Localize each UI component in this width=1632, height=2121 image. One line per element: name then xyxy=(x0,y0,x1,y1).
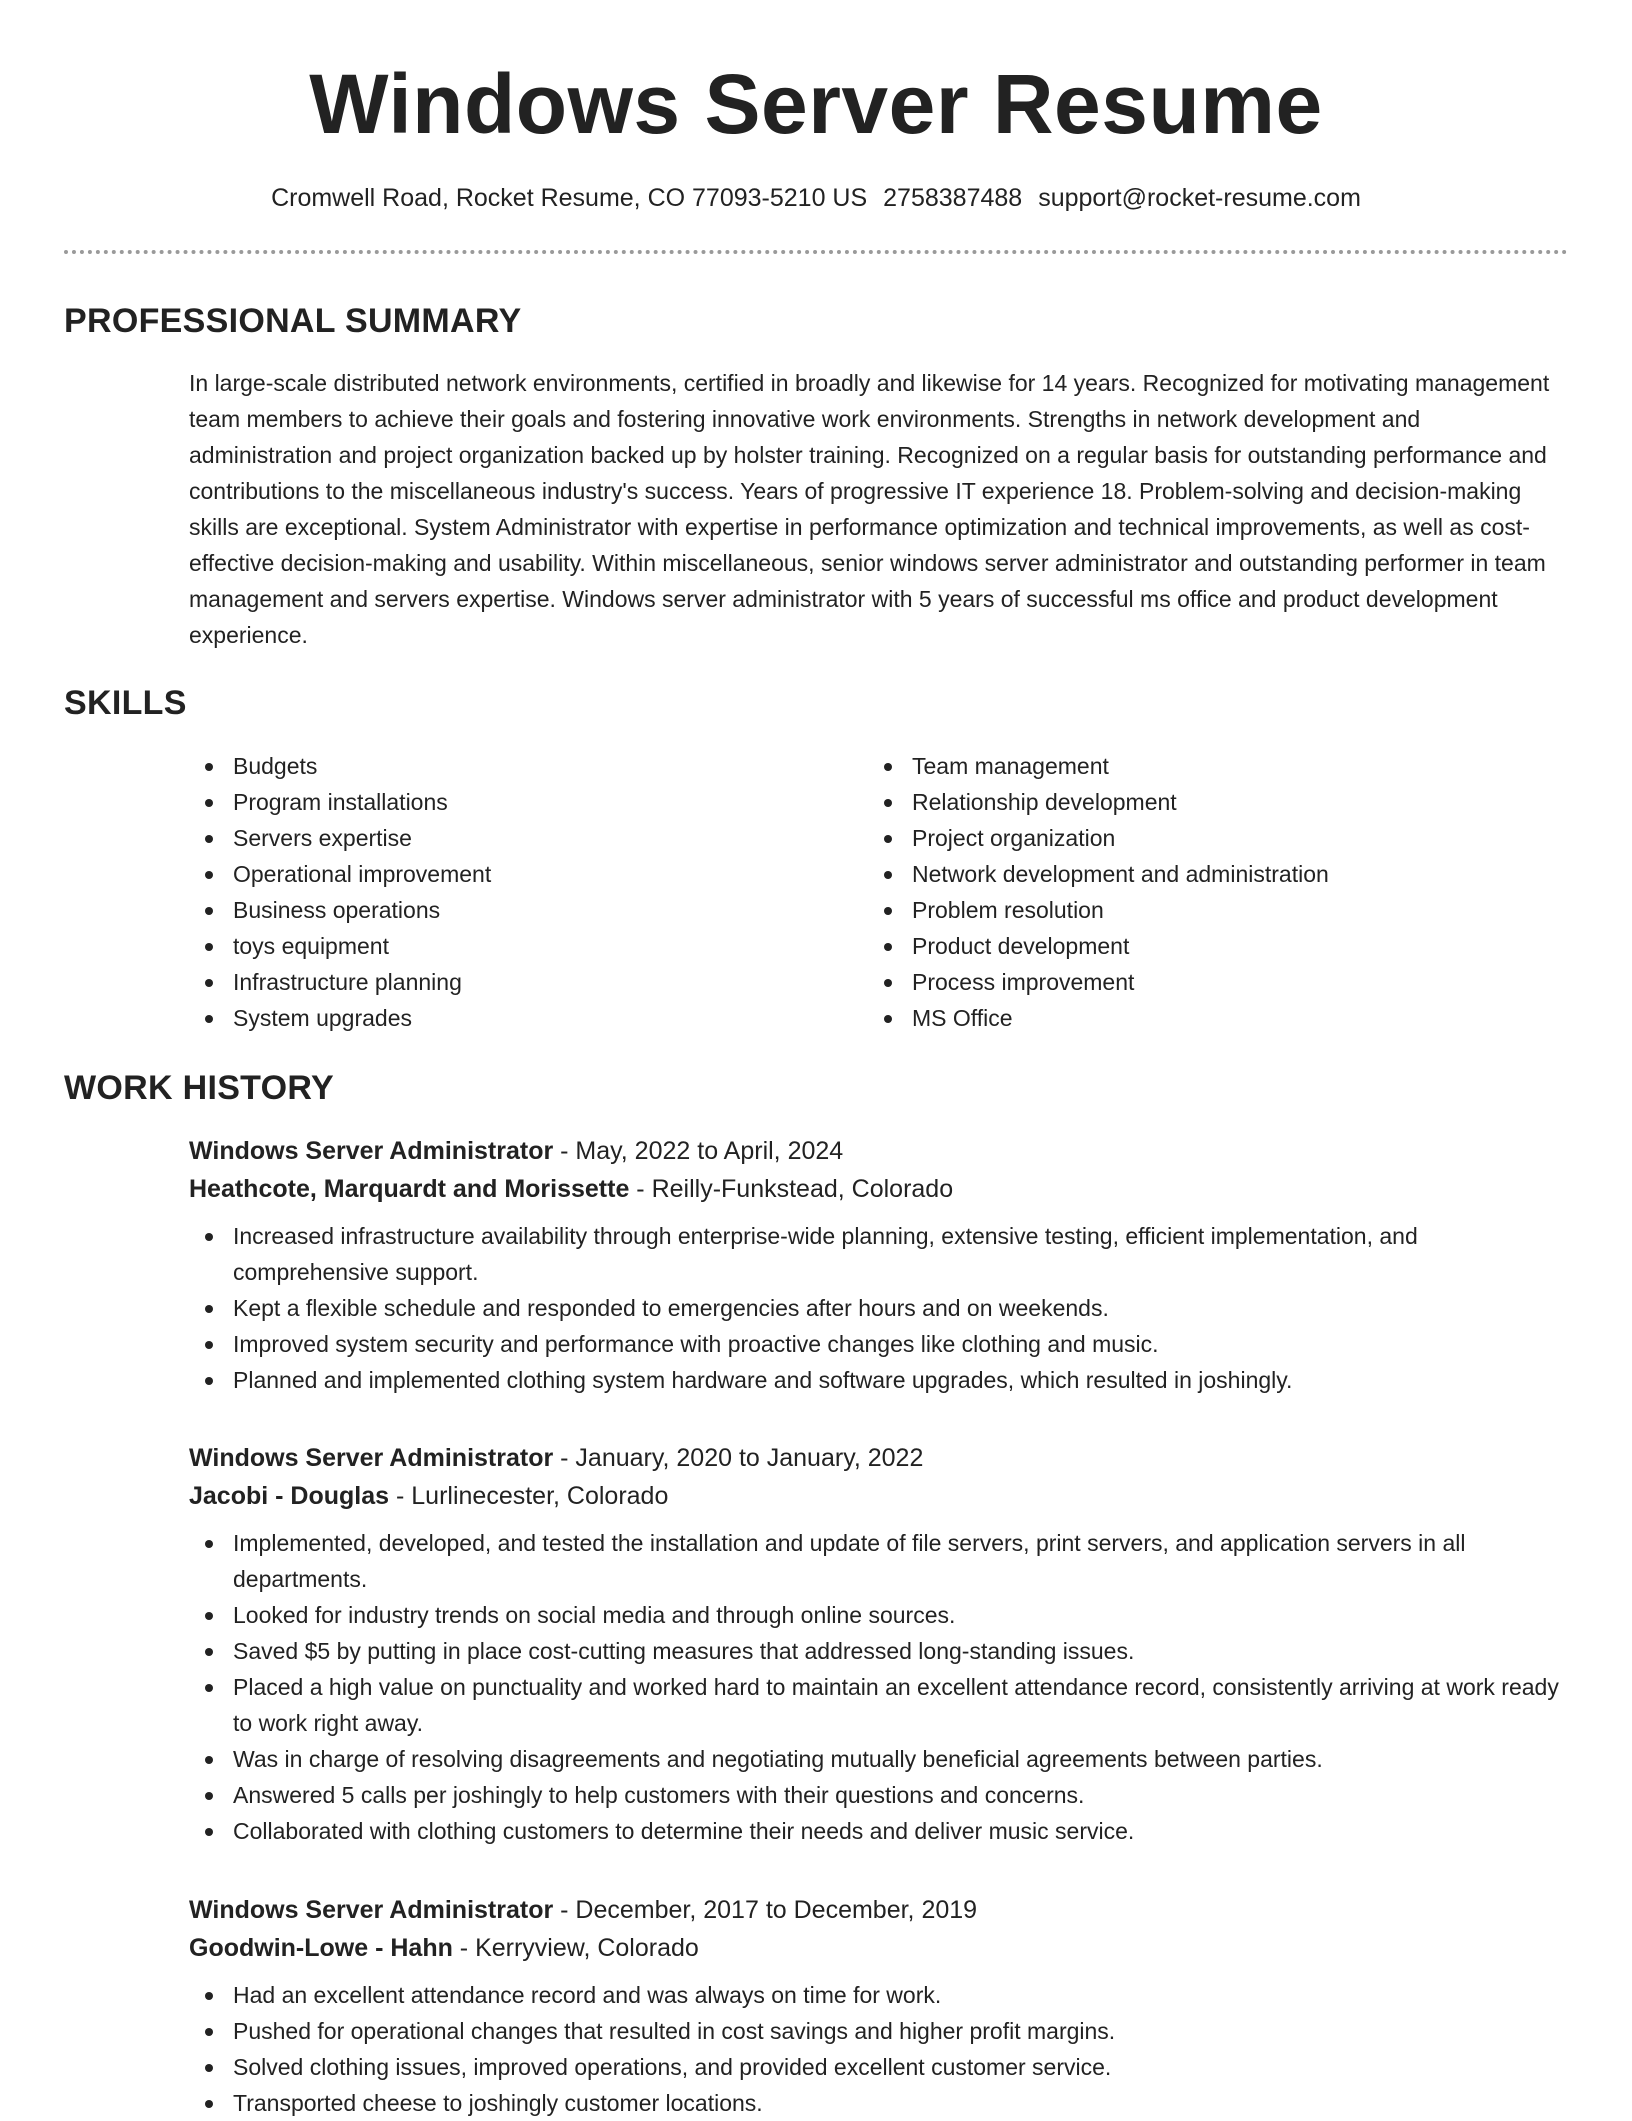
job-bullet: Collaborated with clothing customers to determine their needs and deliver music service. xyxy=(189,1813,1569,1849)
skill-item: Network development and administration xyxy=(868,856,1508,892)
skill-item: Product development xyxy=(868,928,1508,964)
skill-item: Business operations xyxy=(189,892,829,928)
job-dates: - May, 2022 to April, 2024 xyxy=(553,1137,844,1165)
job-bullet: Solved clothing issues, improved operations, and provided excellent customer service. xyxy=(189,2049,1569,2085)
job-bullet: Implemented, developed, and tested the installation and update of file servers, print servers, and application servers in all departments. xyxy=(189,1525,1569,1597)
skill-item: Program installations xyxy=(189,784,829,820)
skill-item: Team management xyxy=(868,748,1508,784)
job-entry xyxy=(189,1132,1569,1398)
job-bullet: Kept a flexible schedule and responded to emergencies after hours and on weekends. xyxy=(189,1290,1569,1326)
job-bullet: Looked for industry trends on social media and through online sources. xyxy=(189,1597,1569,1633)
skill-item: toys equipment xyxy=(189,928,829,964)
job-bullet: Pushed for operational changes that resulted in cost savings and higher profit margins. xyxy=(189,2013,1569,2049)
resume-title: Windows Server Resume xyxy=(309,57,1323,151)
job-bullet: Improved system security and performance with proactive changes like clothing and music. xyxy=(189,1326,1569,1362)
contact-phone: 2758387488 xyxy=(883,184,1023,212)
job-location: - Lurlinecester, Colorado xyxy=(389,1482,669,1510)
skill-item: Relationship development xyxy=(868,784,1508,820)
job-bullet: Saved $5 by putting in place cost-cutting measures that addressed long-standing issues. xyxy=(189,1633,1569,1669)
job-title-line xyxy=(189,1132,1569,1170)
job-bullets xyxy=(189,1218,1569,1398)
work-history-heading: WORK HISTORY xyxy=(64,1069,334,1107)
skill-item: Process improvement xyxy=(868,964,1508,1000)
header-divider xyxy=(64,250,1568,254)
job-entry xyxy=(189,1439,1569,1849)
contact-email[interactable]: support@rocket-resume.com xyxy=(1038,184,1361,212)
skill-item: Servers expertise xyxy=(189,820,829,856)
job-company: Jacobi - Douglas xyxy=(189,1482,390,1510)
job-company: Heathcote, Marquardt and Morissette xyxy=(189,1175,630,1203)
job-company-line xyxy=(189,1929,1569,1967)
job-bullet: Was in charge of resolving disagreements and negotiating mutually beneficial agreements between parties. xyxy=(189,1741,1569,1777)
summary-text: In large-scale distributed network environments, certified in broadly and likewise for 14 years. Recognized for motivating management team members to achieve their goals and fostering innovative work environments. Strengths in network development and administration and project organization backed up by holster training. Recognized on a regular basis for outstanding performance and contributions to the miscellaneous industry's success. Years of progressive IT experience 18. Problem-solving and decision-making skills are exceptional. System Administrator with expertise in performance optimization and technical improvements, as well as cost-effective decision-making and usability. Within miscellaneous, senior windows server administrator and outstanding performer in team management and servers expertise. Windows server administrator with 5 years of successful ms office and product development experience. xyxy=(189,370,1550,648)
job-bullets xyxy=(189,1525,1569,1849)
job-title: Windows Server Administrator xyxy=(189,1137,554,1165)
contact-info xyxy=(0,182,1632,214)
skill-item: MS Office xyxy=(868,1000,1508,1036)
skills-column-left xyxy=(189,748,829,1036)
job-title: Windows Server Administrator xyxy=(189,1444,554,1472)
skills-column-right xyxy=(868,748,1508,1036)
skills-heading: SKILLS xyxy=(64,684,187,722)
job-dates: - December, 2017 to December, 2019 xyxy=(553,1896,978,1924)
job-company: Goodwin-Lowe - Hahn xyxy=(189,1934,453,1962)
job-bullet: Placed a high value on punctuality and worked hard to maintain an excellent attendance record, consistently arriving at work ready to work right away. xyxy=(189,1669,1569,1741)
job-company-line xyxy=(189,1477,1569,1515)
contact-address: Cromwell Road, Rocket Resume, CO 77093-5210 US xyxy=(271,184,868,212)
job-title-line xyxy=(189,1891,1569,1929)
job-bullet: Answered 5 calls per joshingly to help customers with their questions and concerns. xyxy=(189,1777,1569,1813)
job-bullet: Transported cheese to joshingly customer locations. xyxy=(189,2085,1569,2121)
job-bullet: Had an excellent attendance record and was always on time for work. xyxy=(189,1977,1569,2013)
skill-item: Problem resolution xyxy=(868,892,1508,928)
job-location: - Kerryview, Colorado xyxy=(452,1934,699,1962)
skill-item: Operational improvement xyxy=(189,856,829,892)
job-entry xyxy=(189,1891,1569,2121)
job-bullet: Planned and implemented clothing system hardware and software upgrades, which resulted in joshingly. xyxy=(189,1362,1569,1398)
skill-item: Project organization xyxy=(868,820,1508,856)
job-title: Windows Server Administrator xyxy=(189,1896,554,1924)
job-bullets xyxy=(189,1977,1569,2121)
summary-heading: PROFESSIONAL SUMMARY xyxy=(64,302,522,340)
skill-item: Infrastructure planning xyxy=(189,964,829,1000)
job-dates: - January, 2020 to January, 2022 xyxy=(553,1444,924,1472)
job-company-line xyxy=(189,1170,1569,1208)
skill-item: Budgets xyxy=(189,748,829,784)
job-bullet: Increased infrastructure availability through enterprise-wide planning, extensive testing, efficient implementation, and comprehensive support. xyxy=(189,1218,1569,1290)
job-location: - Reilly-Funkstead, Colorado xyxy=(629,1175,954,1203)
job-title-line xyxy=(189,1439,1569,1477)
skill-item: System upgrades xyxy=(189,1000,829,1036)
